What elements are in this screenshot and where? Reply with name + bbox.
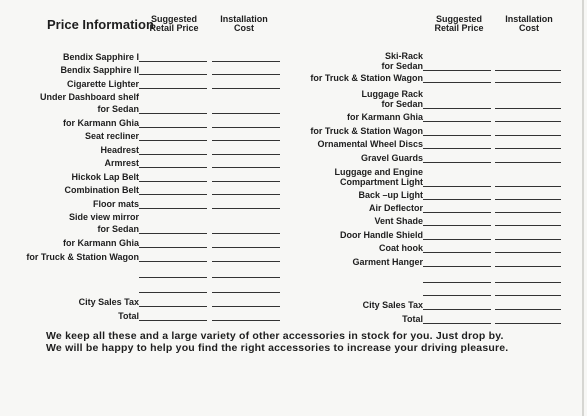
form-row: [0, 283, 290, 294]
item-label: for Karmann Ghia: [62, 118, 139, 128]
retail-price-blank[interactable]: [139, 167, 207, 168]
form-row: [0, 65, 290, 76]
form-row: [0, 52, 290, 63]
installation-cost-blank[interactable]: [495, 252, 561, 253]
retail-price-blank[interactable]: [423, 212, 491, 213]
retail-price-blank[interactable]: [139, 320, 207, 321]
form-row: [290, 216, 587, 227]
form-row: [290, 153, 587, 164]
form-row: [290, 257, 587, 268]
item-label: Total: [402, 314, 423, 324]
form-row: [0, 238, 290, 249]
item-label: Seat recliner: [84, 131, 139, 141]
form-row: [0, 311, 290, 322]
installation-cost-blank[interactable]: [212, 208, 280, 209]
item-label: Combination Belt: [64, 185, 139, 195]
item-label: Ornamental Wheel Discs: [317, 139, 423, 149]
retail-price-blank[interactable]: [423, 323, 491, 324]
installation-cost-blank[interactable]: [495, 82, 561, 83]
retail-price-blank[interactable]: [139, 233, 207, 234]
installation-cost-blank[interactable]: [212, 154, 280, 155]
page-edge: [582, 0, 584, 416]
retail-price-blank[interactable]: [139, 127, 207, 128]
item-label: City Sales Tax: [78, 297, 139, 307]
retail-price-blank[interactable]: [423, 309, 491, 310]
retail-price-blank[interactable]: [423, 135, 491, 136]
form-row: [0, 212, 290, 223]
retail-price-blank[interactable]: [423, 162, 491, 163]
installation-cost-blank[interactable]: [212, 306, 280, 307]
form-row: [290, 314, 587, 325]
retail-price-blank[interactable]: [423, 108, 491, 109]
form-row: [0, 185, 290, 196]
retail-price-blank[interactable]: [139, 277, 207, 278]
retail-price-header-left: Suggested Retail Price: [149, 14, 199, 33]
page-title: Price Information: [47, 17, 154, 32]
retail-price-blank[interactable]: [423, 266, 491, 267]
item-label: Headrest: [100, 145, 139, 155]
installation-cost-blank[interactable]: [212, 261, 280, 262]
installation-cost-blank[interactable]: [495, 70, 561, 71]
item-label: Bendix Sapphire II: [60, 65, 139, 75]
item-label: Total: [118, 311, 139, 321]
installation-cost-blank[interactable]: [212, 292, 280, 293]
item-label: Vent Shade: [374, 216, 423, 226]
form-row: [290, 139, 587, 150]
installation-cost-blank[interactable]: [212, 194, 280, 195]
installation-cost-blank[interactable]: [212, 247, 280, 248]
retail-price-blank[interactable]: [423, 225, 491, 226]
form-row: [290, 73, 587, 84]
item-label: Floor mats: [92, 199, 139, 209]
retail-price-blank[interactable]: [423, 199, 491, 200]
installation-cost-blank[interactable]: [495, 199, 561, 200]
item-label: for Karmann Ghia: [62, 238, 139, 248]
form-row: [0, 145, 290, 156]
form-row: [0, 92, 290, 103]
retail-price-blank[interactable]: [139, 292, 207, 293]
installation-cost-header-right: Installation Cost: [505, 14, 553, 33]
form-row: [290, 243, 587, 254]
item-label: Luggage and Engine: [334, 167, 423, 177]
item-label: Ski-Rack: [384, 51, 423, 61]
installation-cost-blank[interactable]: [495, 121, 561, 122]
retail-price-header-right: Suggested Retail Price: [434, 14, 484, 33]
installation-cost-blank[interactable]: [495, 282, 561, 283]
retail-price-blank[interactable]: [139, 140, 207, 141]
form-row: [0, 158, 290, 169]
item-label: Coat hook: [379, 243, 423, 253]
form-row: [0, 252, 290, 263]
retail-price-blank[interactable]: [139, 306, 207, 307]
item-label: for Truck & Station Wagon: [310, 126, 423, 136]
form-row: [0, 268, 290, 279]
form-row: [0, 172, 290, 183]
installation-cost-blank[interactable]: [212, 181, 280, 182]
footer-line-1: We keep all these and a large variety of other accessories in stock for you. Just drop by.: [46, 330, 504, 342]
installation-cost-blank[interactable]: [212, 127, 280, 128]
retail-price-blank[interactable]: [139, 88, 207, 89]
item-label: Compartment Light: [340, 177, 423, 187]
form-row: [290, 177, 587, 188]
item-label: Bendix Sapphire I: [62, 52, 139, 62]
installation-cost-blank[interactable]: [495, 212, 561, 213]
item-label: Luggage Rack: [361, 89, 423, 99]
retail-price-blank[interactable]: [139, 181, 207, 182]
retail-price-blank[interactable]: [139, 154, 207, 155]
item-label: for Karmann Ghia: [346, 112, 423, 122]
form-row: [290, 126, 587, 137]
installation-cost-blank[interactable]: [212, 113, 280, 114]
form-row: [290, 273, 587, 284]
retail-price-blank[interactable]: [139, 247, 207, 248]
retail-price-blank[interactable]: [423, 148, 491, 149]
installation-cost-blank[interactable]: [212, 88, 280, 89]
retail-price-blank[interactable]: [423, 252, 491, 253]
installation-cost-blank[interactable]: [495, 309, 561, 310]
installation-cost-blank[interactable]: [495, 108, 561, 109]
installation-cost-blank[interactable]: [212, 140, 280, 141]
item-label: Gravel Guards: [360, 153, 423, 163]
footer-message: [46, 330, 556, 354]
item-label: Back –up Light: [358, 190, 423, 200]
retail-price-blank[interactable]: [139, 74, 207, 75]
item-label: Armrest: [104, 158, 139, 168]
form-row: [0, 131, 290, 142]
item-label: for Sedan: [381, 99, 423, 109]
installation-cost-blank[interactable]: [212, 74, 280, 75]
item-label: Garment Hanger: [352, 257, 423, 267]
item-label: Under Dashboard shelf: [39, 92, 139, 102]
installation-cost-blank[interactable]: [495, 295, 561, 296]
form-row: [0, 224, 290, 235]
installation-cost-blank[interactable]: [495, 323, 561, 324]
installation-cost-blank[interactable]: [495, 162, 561, 163]
retail-price-blank[interactable]: [423, 121, 491, 122]
item-label: City Sales Tax: [362, 300, 423, 310]
installation-cost-blank[interactable]: [212, 61, 280, 62]
form-row: [0, 199, 290, 210]
retail-price-blank[interactable]: [139, 61, 207, 62]
item-label: for Sedan: [97, 104, 139, 114]
item-label: Air Deflector: [368, 203, 423, 213]
footer-line-2: We will be happy to help you find the right accessories to increase your driving pleasure.: [46, 342, 509, 354]
form-row: [290, 300, 587, 311]
installation-cost-blank[interactable]: [212, 277, 280, 278]
item-label: Hickok Lap Belt: [71, 172, 139, 182]
installation-cost-blank[interactable]: [495, 225, 561, 226]
retail-price-blank[interactable]: [139, 194, 207, 195]
retail-price-blank[interactable]: [423, 282, 491, 283]
retail-price-blank[interactable]: [423, 70, 491, 71]
installation-cost-blank[interactable]: [495, 266, 561, 267]
retail-price-blank[interactable]: [423, 186, 491, 187]
left-price-list: [0, 0, 290, 330]
installation-cost-blank[interactable]: [495, 148, 561, 149]
retail-price-blank[interactable]: [423, 239, 491, 240]
installation-cost-header-left: Installation Cost: [220, 14, 268, 33]
form-row: [290, 190, 587, 201]
item-label: for Sedan: [97, 224, 139, 234]
form-row: [0, 79, 290, 90]
item-label: for Truck & Station Wagon: [26, 252, 139, 262]
installation-cost-blank[interactable]: [495, 239, 561, 240]
form-row: [0, 118, 290, 129]
form-row: [290, 99, 587, 110]
form-row: [0, 104, 290, 115]
retail-price-blank[interactable]: [423, 82, 491, 83]
form-row: [0, 297, 290, 308]
form-row: [290, 61, 587, 72]
retail-price-blank[interactable]: [139, 113, 207, 114]
item-label: Cigarette Lighter: [66, 79, 139, 89]
installation-cost-blank[interactable]: [495, 186, 561, 187]
form-row: [290, 230, 587, 241]
installation-cost-blank[interactable]: [495, 135, 561, 136]
installation-cost-blank[interactable]: [212, 320, 280, 321]
form-row: [290, 112, 587, 123]
form-row: [290, 286, 587, 297]
installation-cost-blank[interactable]: [212, 167, 280, 168]
item-label: for Sedan: [381, 61, 423, 71]
retail-price-blank[interactable]: [139, 261, 207, 262]
installation-cost-blank[interactable]: [212, 233, 280, 234]
item-label: for Truck & Station Wagon: [310, 73, 423, 83]
retail-price-blank[interactable]: [423, 295, 491, 296]
item-label: Door Handle Shield: [339, 230, 423, 240]
form-row: [290, 203, 587, 214]
retail-price-blank[interactable]: [139, 208, 207, 209]
item-label: Side view mirror: [68, 212, 139, 222]
right-price-list: [290, 0, 587, 330]
